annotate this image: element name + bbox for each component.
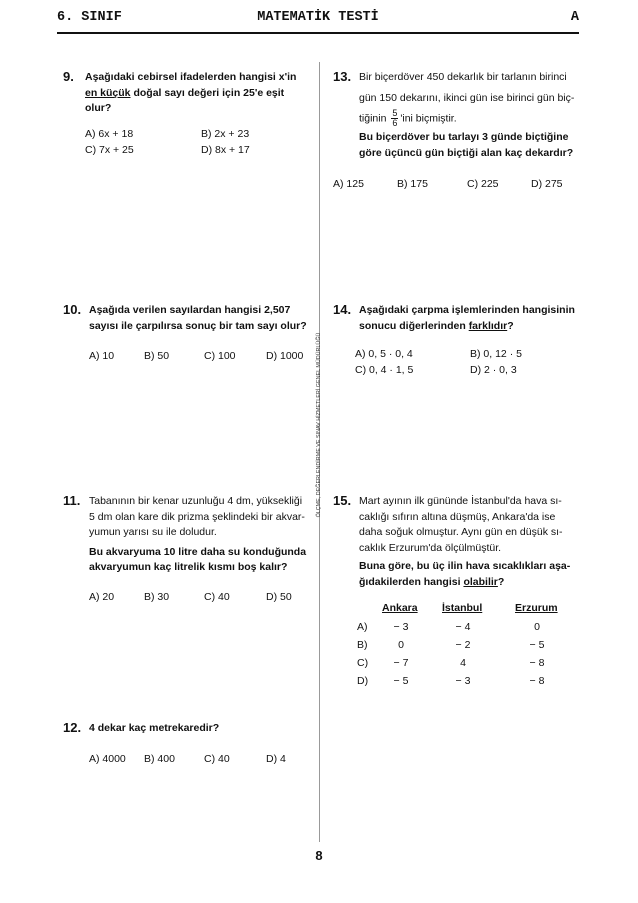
option-a[interactable]: A) 20 [89, 590, 115, 603]
question-text: Aşağıda verilen sayılardan hangisi 2,507 [89, 304, 291, 316]
question-9: 9. Aşağıdaki cebirsel ifadelerden hangisi x'in en küçük doğal sayı değeri için 25'e eşit olur? A) 6x + 18 B) 2x + 23 C) 7x + 25 D) 8x + 17 [63, 70, 313, 159]
option-b[interactable]: B) [357, 639, 368, 651]
question-text: Bir biçerdöver 450 dekarlık bir tarlanın birinci [359, 71, 567, 83]
option-b[interactable]: B) 400 [144, 752, 175, 765]
option-c[interactable]: C) 0, 4 · 1, 5 [355, 364, 414, 376]
option-c[interactable]: C) 7x + 25 [85, 143, 134, 156]
page-header [57, 8, 579, 30]
option-d[interactable]: D) 2 · 0, 3 [470, 364, 517, 376]
option-c[interactable]: C) 40 [204, 752, 230, 765]
option-a[interactable]: A) 0, 5 · 0, 4 [355, 348, 413, 360]
question-15: 15. Mart ayının ilk gününde İstanbul'da hava sı- caklığı sıfırın altına düşmüş, Ankara'da ise daha soğuk olmuştur. Aynı gün en düşük sı- caklık Erzurum'da ölçülmüştür. Buna göre, bu üç ilin hava sıcaklıkları aşa- ğıdakilerden hangisi olabilir? [333, 494, 581, 590]
option-b[interactable]: B) 50 [144, 350, 170, 362]
option-c[interactable]: C) [357, 657, 369, 669]
question-text: Mart ayının ilk gününde İstanbul'da hava sı- [359, 495, 562, 507]
option-b[interactable]: B) 30 [144, 590, 170, 603]
booklet-label: A [570, 10, 579, 25]
option-b[interactable]: B) 175 [397, 178, 428, 190]
option-d[interactable]: D) 275 [531, 178, 563, 190]
emphasis-text: olabilir [463, 575, 498, 588]
option-b[interactable]: B) 0, 12 · 5 [470, 348, 522, 360]
emphasis-text: en küçük [85, 86, 131, 99]
page-number: 8 [315, 848, 323, 863]
emphasis-text: farklıdır [468, 319, 508, 332]
option-a[interactable]: A) 10 [89, 350, 115, 362]
option-a[interactable]: A) 4000 [89, 752, 126, 765]
option-c[interactable]: C) 100 [204, 350, 236, 362]
table-cell: − 5 [393, 675, 409, 687]
option-d[interactable]: D) 8x + 17 [201, 143, 250, 156]
question-number: 15. [333, 493, 352, 508]
test-title: MATEMATİK TESTİ [257, 10, 379, 25]
question-12 [63, 721, 315, 768]
table-cell: 4 [460, 657, 466, 669]
header-divider [57, 32, 579, 34]
option-c[interactable]: C) 40 [204, 590, 230, 603]
table-cell: − 8 [529, 675, 545, 687]
option-c[interactable]: C) 225 [467, 178, 499, 190]
table-cell: 0 [534, 621, 540, 633]
table-cell: − 3 [455, 675, 471, 687]
temperature-table [357, 602, 577, 692]
option-d[interactable]: D) [357, 675, 369, 687]
side-text: ÖLÇME, DEĞERLENDİRME VE SINAV HİZMETLERİ GENEL MÜDÜRLÜĞÜ [316, 332, 322, 518]
question-number: 12. [63, 720, 82, 735]
option-a[interactable]: A) 125 [333, 178, 364, 190]
header-erzurum: Erzurum [515, 602, 558, 614]
table-cell: − 4 [455, 621, 471, 633]
option-d[interactable]: D) 1000 [266, 350, 304, 362]
question-14: 14. Aşağıdaki çarpma işlemlerinden hangisinin sonucu diğerlerinden farklıdır? A) 0, 5 · 0, 4 B) 0, 12 · 5 C) 0, 4 · 1, 5 D) 2 · 0, 3 [333, 303, 581, 379]
option-d[interactable]: D) 50 [266, 590, 292, 603]
question-text: Aşağıdaki çarpma işlemlerinden hangisinin [359, 304, 575, 316]
table-cell: − 3 [393, 621, 409, 633]
question-number: 10. [63, 302, 82, 317]
question-number: 14. [333, 302, 352, 317]
question-number: 9. [63, 69, 74, 84]
table-cell: − 7 [393, 657, 409, 669]
grade-label: 6. SINIF [57, 10, 122, 25]
question-10: 10. Aşağıda verilen sayılardan hangisi 2,507 sayısı ile çarpılırsa sonuç bir tam sayı olur? A) 10 B) 50 C) 100 D) 1000 [63, 303, 315, 365]
table-cell: 0 [398, 639, 404, 651]
header-istanbul: İstanbul [442, 602, 483, 614]
question-text: Aşağıdaki cebirsel ifadelerden hangisi x'in [85, 71, 297, 83]
question-text: 4 dekar kaç metrekaredir? [89, 722, 220, 734]
table-cell: − 8 [529, 657, 545, 669]
option-a[interactable]: A) [357, 621, 368, 633]
header-ankara: Ankara [382, 602, 418, 614]
option-a[interactable]: A) 6x + 18 [85, 127, 134, 140]
table-cell: − 2 [455, 639, 471, 651]
option-b[interactable]: B) 2x + 23 [201, 127, 250, 140]
question-number: 11. [63, 493, 81, 508]
question-13: 13. Bir biçerdöver 450 dekarlık bir tarlanın birinci gün 150 dekarını, ikinci gün ise birinci gün biç- tiğinin $\frac{5}{6}$ 'ini biçmiştir. Bu biçerdöver bu tarlayı 3 günde biçtiğine göre üçüncü gün biçtiği alan kaç dekardır? A) 125 B) 175 C) 225 D) 275 [333, 70, 581, 193]
question-number: 13. [333, 69, 352, 84]
question-11: 11. Tabanının bir kenar uzunluğu 4 dm, yüksekliği 5 dm olan kare dik prizma şeklindeki bir akvar- yumun yarısı su ile doludur. Bu akvaryuma 10 litre daha su konduğunda akvaryumun kaç litrelik kısmı boş kalır? A) 20 B) 30 C) 40 D) 50 [63, 494, 315, 606]
table-cell: − 5 [529, 639, 545, 651]
fraction: $\frac{5}{6}$ [392, 108, 398, 128]
option-d[interactable]: D) 4 [266, 752, 286, 765]
question-text: Tabanının bir kenar uzunluğu 4 dm, yüksekliği [89, 495, 303, 507]
